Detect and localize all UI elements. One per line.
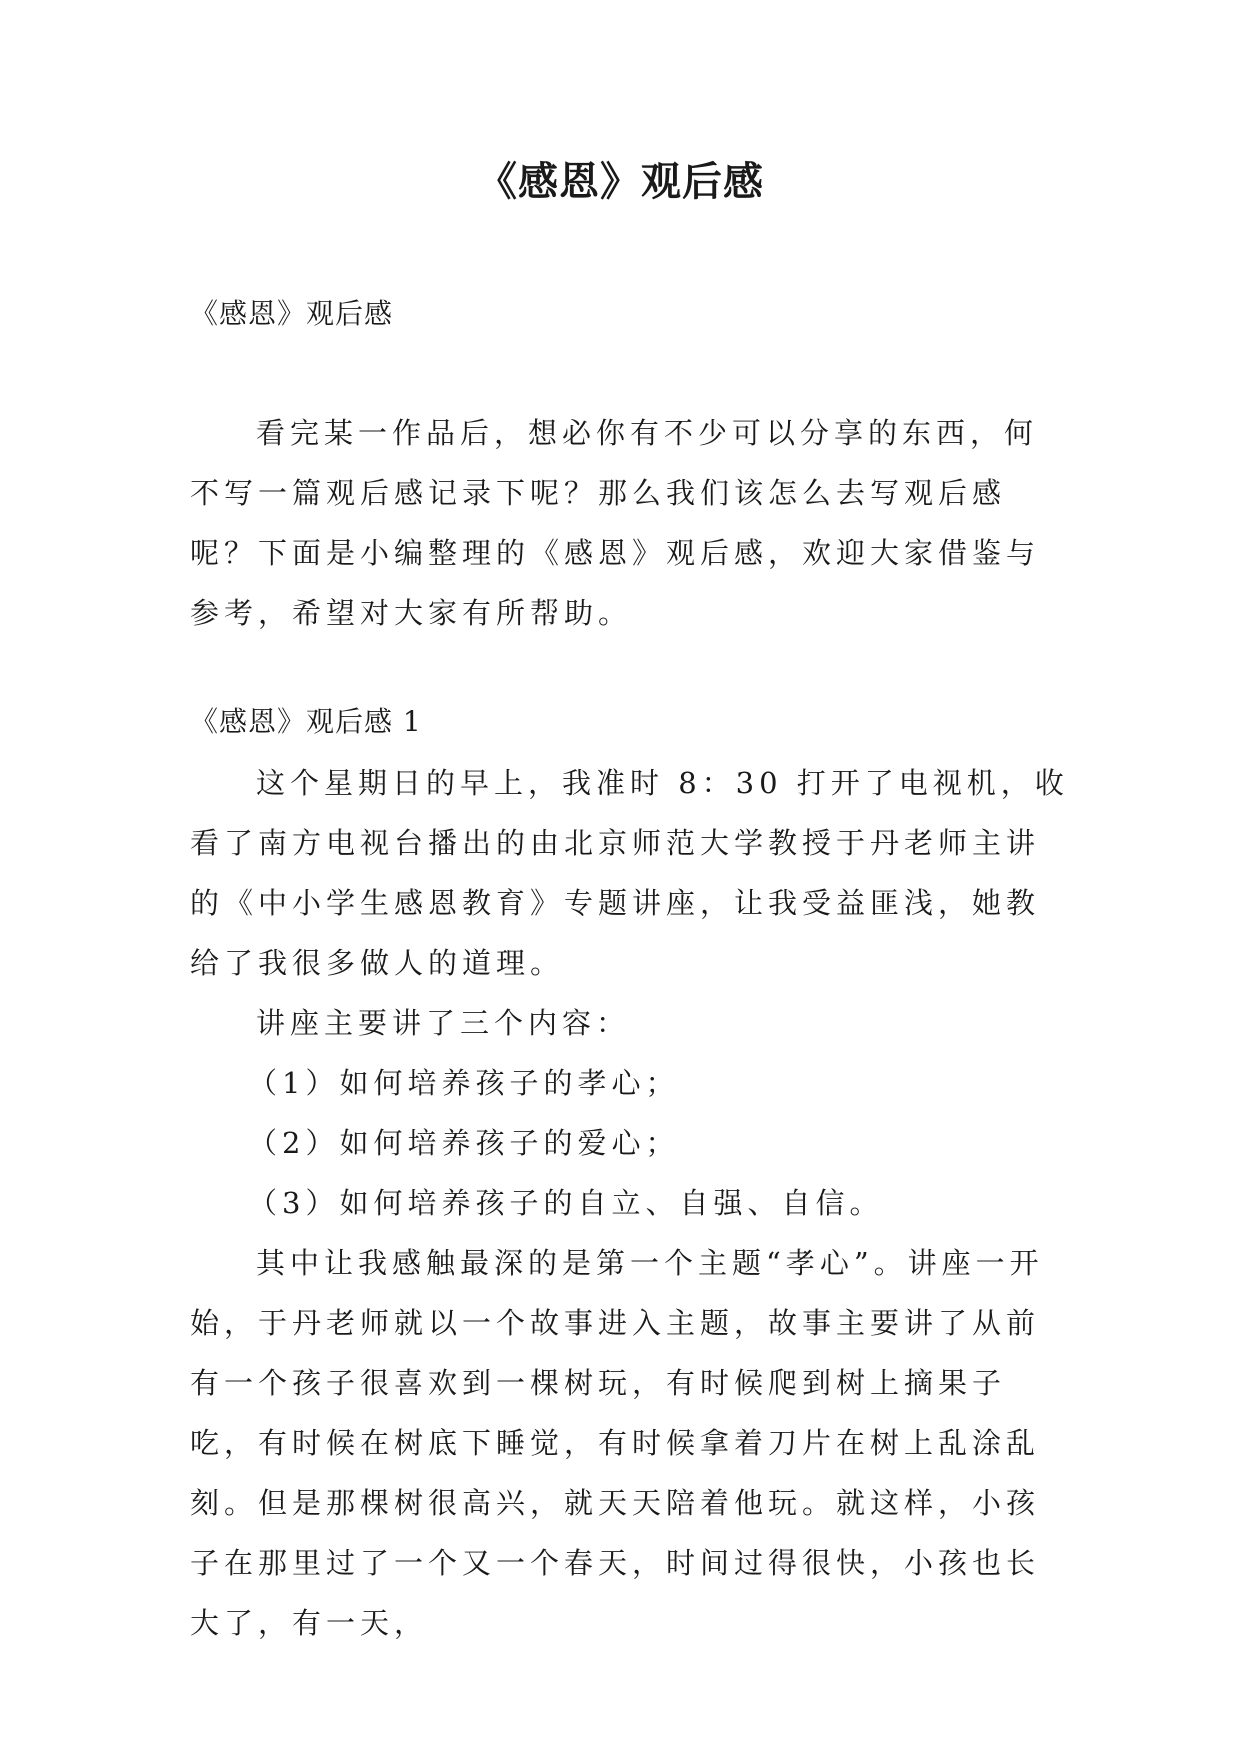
- intro-paragraph: 看完某一作品后，想必你有不少可以分享的东西，何不写一篇观后感记录下呢？那么我们该怎么去写观后感呢？下面是小编整理的《感恩》观后感，欢迎大家借鉴与参考，希望对大家有所帮助。: [190, 416, 1041, 630]
- paragraph-3: 其中让我感触最深的是第一个主题“孝心”。讲座一开始，于丹老师就以一个故事进入主题，故事主要讲了从前有一个孩子很喜欢到一棵树玩，有时候爬到树上摘果子吃，有时候在树底下睡觉，有时候拿着刀片在树上乱涂乱刻。但是那棵树很高兴，就天天陪着他玩。就这样，小孩子在那里过了一个又一个春天，时间过得很快，小孩也长大了，有一天，: [190, 1246, 1044, 1640]
- intro-section: [190, 403, 1070, 643]
- section-heading: 《感恩》观后感 1: [190, 705, 422, 738]
- list-item-1: （1）如何培养孩子的孝心；: [248, 1066, 680, 1100]
- main-section: [190, 753, 1070, 1653]
- paragraph-2: 讲座主要讲了三个内容：: [256, 1006, 631, 1040]
- list-item-2: （2）如何培养孩子的爱心；: [248, 1126, 680, 1160]
- document-subtitle: 《感恩》观后感: [190, 297, 394, 330]
- list-item-3: （3）如何培养孩子的自立、自强、自信。: [248, 1186, 884, 1220]
- paragraph-1: 这个星期日的早上，我准时 8：30 打开了电视机，收看了南方电视台播出的由北京师范大学教授于丹老师主讲的《中小学生感恩教育》专题讲座，让我受益匪浅，她教给了我很多做人的道理。: [190, 766, 1069, 980]
- document-title: 《感恩》观后感: [477, 159, 764, 205]
